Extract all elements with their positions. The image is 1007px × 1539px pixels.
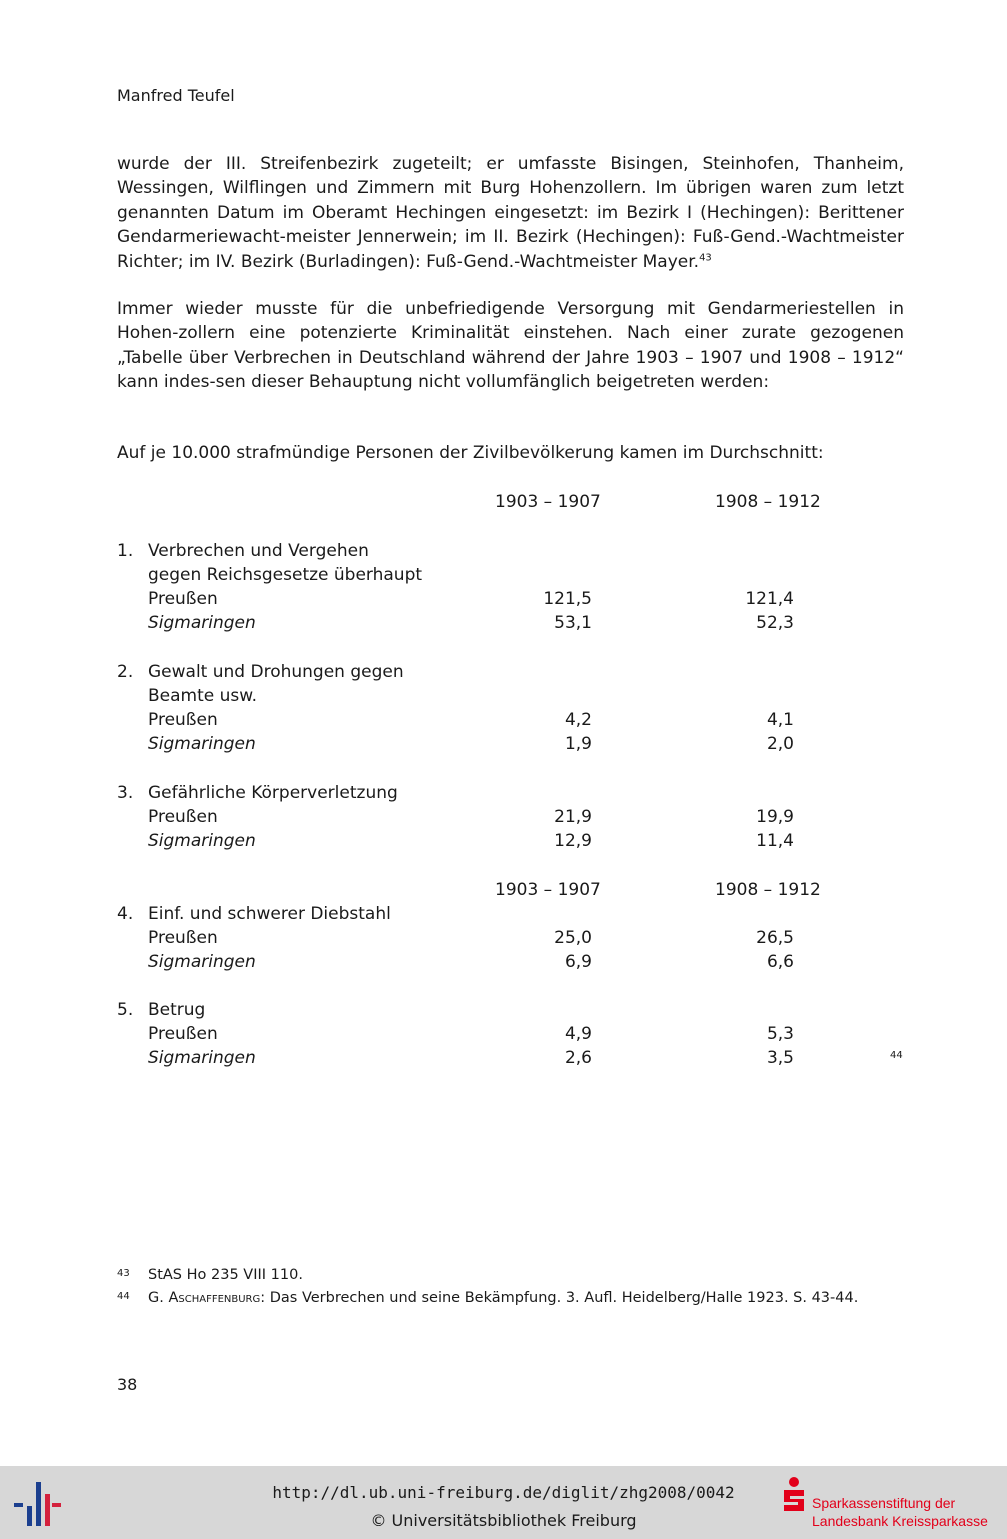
sponsor-logo[interactable]	[780, 1476, 1000, 1532]
paragraph-1	[117, 152, 904, 274]
footnote-ref-43[interactable]: 43	[699, 251, 712, 263]
region-prussia: Preußen	[148, 1024, 218, 1044]
column-header-period-1: 1903 – 1907	[495, 492, 601, 512]
row-number: 2.	[117, 662, 134, 682]
row-title: Einf. und schwerer Diebstahl	[148, 904, 391, 924]
value-cell: 4,9	[564, 1024, 592, 1044]
value-cell: 3,5	[766, 1048, 794, 1068]
running-header-author: Manfred Teufel	[117, 86, 235, 105]
value-cell: 2,6	[564, 1048, 592, 1068]
row-title: Verbrechen und Vergehen	[148, 541, 369, 561]
permalink-url[interactable]: http://dl.ub.uni-freiburg.de/diglit/zhg2008/0042	[272, 1483, 735, 1502]
row-number: 5.	[117, 1000, 134, 1020]
sponsor-line-2: Landesbank Kreissparkasse	[812, 1513, 988, 1529]
region-prussia: Preußen	[148, 589, 218, 609]
paragraph-2: Immer wieder musste für die unbefriedigende Versorgung mit Gendarmeriestellen in Hohen-zollern eine potenzierte Kriminalität einstehen. Nach einer zurate gezogenen „Tabelle über Verbrechen in Deutschland während der Jahre 1903 – 1907 und 1908 – 1912“ kann indes-sen dieser Behauptung nicht vollumfänglich beigetreten werden:	[117, 299, 904, 393]
value-cell: 21,9	[554, 807, 592, 827]
footnote-ref-44[interactable]: 44	[890, 1050, 903, 1061]
table-intro: Auf je 10.000 strafmündige Personen der Zivilbevölkerung kamen im Durchschnitt:	[117, 443, 824, 463]
value-cell: 19,9	[756, 807, 794, 827]
value-cell: 121,5	[543, 589, 592, 609]
copyright-notice: © Universitätsbibliothek Freiburg	[370, 1511, 637, 1530]
region-sigmaringen: Sigmaringen	[148, 734, 256, 754]
row-number: 3.	[117, 783, 134, 803]
sparkasse-s-icon	[780, 1476, 808, 1516]
region-sigmaringen: Sigmaringen	[148, 1048, 256, 1068]
footnote-number: 44	[117, 1291, 130, 1302]
column-header-period-2: 1908 – 1912	[715, 880, 821, 900]
value-cell: 2,0	[766, 734, 794, 754]
value-cell: 12,9	[554, 831, 592, 851]
row-number: 1.	[117, 541, 134, 561]
region-sigmaringen: Sigmaringen	[148, 831, 256, 851]
region-prussia: Preußen	[148, 710, 218, 730]
footnote-author: G. Aschaffenburg	[148, 1290, 261, 1306]
sponsor-line-1: Sparkassenstiftung der	[812, 1495, 956, 1511]
region-sigmaringen: Sigmaringen	[148, 952, 256, 972]
value-cell: 52,3	[756, 613, 794, 633]
value-cell: 5,3	[766, 1024, 794, 1044]
value-cell: 26,5	[756, 928, 794, 948]
sponsor-name	[812, 1494, 988, 1530]
column-header-period-2: 1908 – 1912	[715, 492, 821, 512]
footnote-text: StAS Ho 235 VIII 110.	[148, 1267, 303, 1283]
footnote-number: 43	[117, 1268, 130, 1279]
value-cell: 6,6	[766, 952, 794, 972]
value-cell: 53,1	[554, 613, 592, 633]
row-title: Beamte usw.	[148, 686, 258, 706]
row-title: Betrug	[148, 1000, 206, 1020]
region-sigmaringen: Sigmaringen	[148, 613, 256, 633]
value-cell: 4,1	[766, 710, 794, 730]
value-cell: 121,4	[745, 589, 794, 609]
value-cell: 11,4	[756, 831, 794, 851]
value-cell: 1,9	[564, 734, 592, 754]
paragraph-1-text: wurde der III. Streifenbezirk zugeteilt; er umfasste Bisingen, Steinhofen, Thanheim, Wessingen, Wilflingen und Zimmern mit Burg Hohenzollern. Im übrigen waren zum letzt genannten Datum im Oberamt Hechingen eingesetzt: im Bezirk I (Hechingen): Berittener Gendarmeriewacht-meister Jennerwein; im II. Bezirk (Hechingen): Fuß-Gend.-Wachtmeister Richter; im IV. Bezirk (Burladingen): Fuß-Gend.-Wachtmeister Mayer.	[117, 154, 904, 272]
column-header-period-1: 1903 – 1907	[495, 880, 601, 900]
row-title: Gefährliche Körperverletzung	[148, 783, 398, 803]
viewer-footer	[0, 1466, 1007, 1539]
value-cell: 4,2	[564, 710, 592, 730]
row-title: gegen Reichsgesetze überhaupt	[148, 565, 423, 585]
page-number: 38	[117, 1375, 138, 1394]
row-title: Gewalt und Drohungen gegen	[148, 662, 404, 682]
value-cell: 6,9	[564, 952, 592, 972]
value-cell: 25,0	[554, 928, 592, 948]
region-prussia: Preußen	[148, 807, 218, 827]
row-number: 4.	[117, 904, 134, 924]
region-prussia: Preußen	[148, 928, 218, 948]
footnote-citation	[148, 1290, 858, 1306]
footnote-text: : Das Verbrechen und seine Bekämpfung. 3. Aufl. Heidelberg/Halle 1923. S. 43-44.	[260, 1290, 859, 1306]
